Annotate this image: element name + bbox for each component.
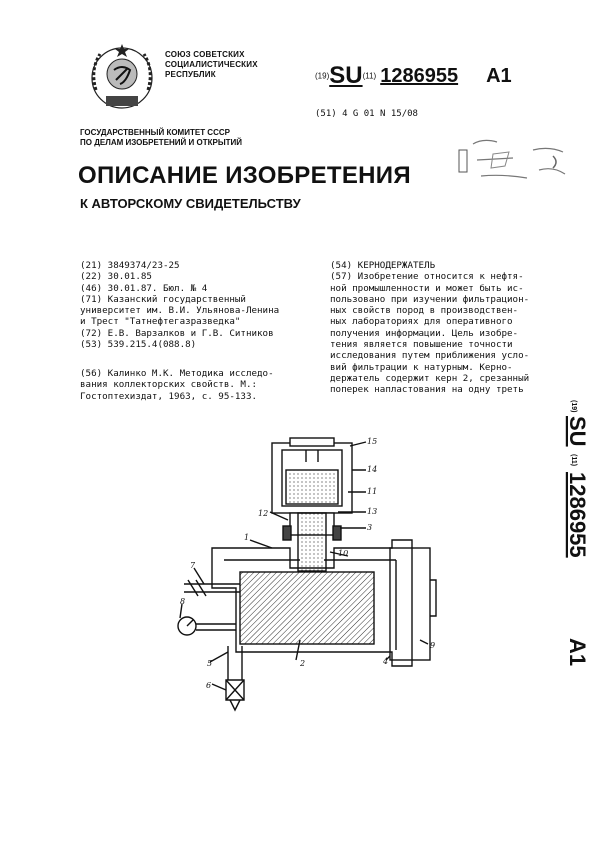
- abstract-line: (57) Изобретение относится к нефтя-: [330, 271, 524, 283]
- biblio-line: и Трест "Татнефтегазразведка": [80, 316, 241, 328]
- abstract-line: исследования путем приближения усло-: [330, 350, 530, 362]
- reference-line: (56) Калинко М.К. Методика исследо-: [80, 368, 274, 379]
- label-10: 10: [338, 549, 349, 558]
- label-1: 1: [244, 533, 250, 542]
- org-line: СОЮЗ СОВЕТСКИХ: [165, 50, 245, 59]
- org-name: [165, 50, 258, 80]
- reference-line: Гостоптехиздат, 1963, с. 95-133.: [80, 390, 258, 402]
- label-14: 14: [367, 465, 378, 474]
- abstract-line: вий фильтрации к натурным. Керно-: [330, 361, 513, 373]
- label-9: 9: [430, 641, 436, 650]
- publication-number: [315, 62, 512, 90]
- label-6: 6: [206, 681, 212, 690]
- reference-citation: [80, 368, 320, 402]
- side-publication-number: [546, 400, 590, 690]
- abstract-line: тения является повышение точности: [330, 339, 513, 351]
- label-11: 11: [367, 487, 378, 496]
- side-kind: A1: [565, 638, 590, 667]
- biblio-line: (22) 30.01.85: [80, 271, 152, 283]
- biblio-line: (71) Казанский государственный: [80, 293, 246, 305]
- biblio-line: университет им. В.И. Ульянова-Ленина: [80, 305, 280, 317]
- abstract-line: ной промышленности и может быть ис-: [330, 282, 524, 294]
- reference-line: вания коллекторских свойств. М.:: [80, 379, 258, 391]
- label-8: 8: [180, 597, 186, 606]
- side-inid-19: (19): [570, 400, 577, 413]
- label-12: 12: [258, 509, 269, 518]
- label-13: 13: [367, 507, 378, 516]
- patent-number: 1286955: [380, 64, 459, 87]
- abstract-line: держатель содержит керн 2, срезанный: [330, 372, 530, 384]
- label-7: 7: [190, 561, 196, 570]
- side-country: SU: [565, 416, 590, 447]
- biblio-line: (46) 30.01.87. Бюл. № 4: [80, 282, 208, 294]
- label-4: 4: [383, 657, 389, 666]
- abstract: [330, 260, 570, 396]
- inid-code-11: (11): [362, 71, 377, 81]
- abstract-line: ных лабораториях для оперативного: [330, 316, 513, 328]
- document-subtitle: К АВТОРСКОМУ СВИДЕТЕЛЬСТВУ: [80, 196, 301, 211]
- biblio-line: (53) 539.215.4(088.8): [80, 339, 197, 351]
- label-3: 3: [367, 523, 373, 532]
- side-inid-11: (11): [570, 454, 577, 467]
- ipc-class: (51) 4 G 01 N 15/08: [315, 109, 418, 119]
- abstract-line: (54) КЕРНОДЕРЖАТЕЛЬ: [330, 260, 436, 271]
- label-5: 5: [207, 659, 213, 668]
- document-title: ОПИСАНИЕ ИЗОБРЕТЕНИЯ: [78, 162, 411, 189]
- library-stamp: [453, 130, 571, 192]
- label-2: 2: [300, 659, 306, 668]
- committee-line: ГОСУДАРСТВЕННЫЙ КОМИТЕТ СССР: [80, 128, 230, 137]
- kind-code: A1: [486, 64, 512, 87]
- ussr-emblem-icon: [86, 40, 158, 112]
- core-holder-drawing: [170, 410, 470, 710]
- abstract-line: получения информации. Цель изобре-: [330, 327, 519, 339]
- org-line: СОЦИАЛИСТИЧЕСКИХ: [165, 60, 258, 69]
- bibliographic-data: [80, 260, 320, 350]
- abstract-line: ных свойств пород в производствен-: [330, 305, 519, 317]
- committee-line: ПО ДЕЛАМ ИЗОБРЕТЕНИЙ И ОТКРЫТИЙ: [80, 138, 243, 147]
- abstract-line: поперек напластования на одну треть: [330, 384, 524, 396]
- biblio-line: (72) Е.В. Варзалков и Г.В. Ситников: [80, 327, 274, 339]
- side-patent-number: 1286955: [565, 472, 590, 558]
- label-15: 15: [367, 437, 378, 446]
- committee: [80, 128, 242, 148]
- biblio-line: (21) 3849374/23-25: [80, 260, 180, 271]
- org-line: РЕСПУБЛИК: [165, 70, 216, 79]
- inid-code-19: (19): [315, 71, 330, 81]
- country-code: SU: [329, 62, 363, 89]
- abstract-line: пользовано при изучении фильтрацион-: [330, 293, 530, 305]
